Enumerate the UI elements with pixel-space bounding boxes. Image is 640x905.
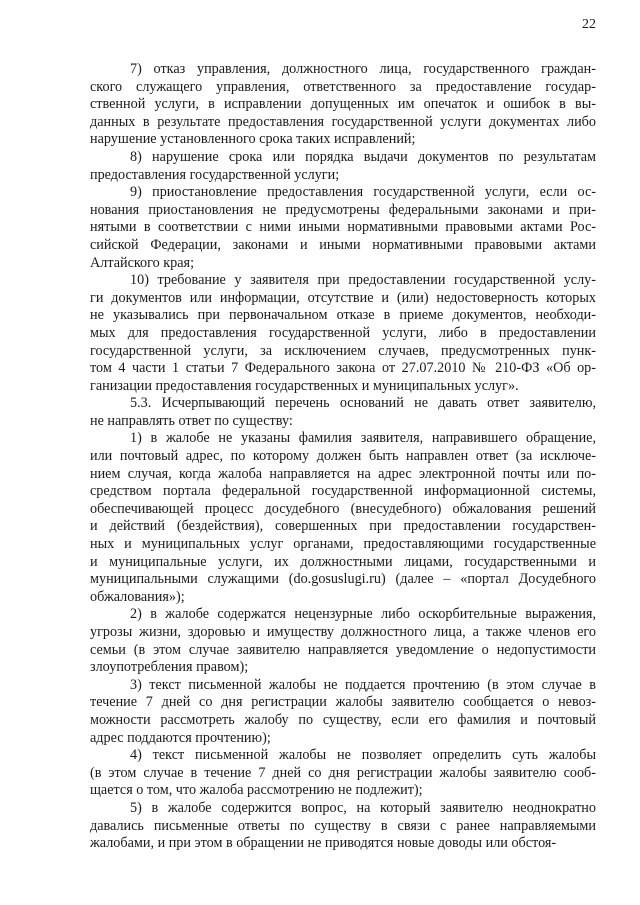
paragraph-ground-3 [90,677,596,747]
text-line: том 4 части 1 статьи 7 Федерального закона от 27.07.2010 № 210-ФЗ «Об ор- [90,360,596,377]
text-line: угрозы жизни, здоровью и имуществу должностного лица, а также членов его [90,624,596,640]
text-line: ственной услуги, в исправлении допущенных им опечаток и ошибок в вы- [90,96,596,113]
page-number: 22 [582,17,596,32]
text-line: муниципальными служащими (do.gosuslugi.ru) (далее – «портал Досудебного [90,571,596,588]
text-line: 3) текст письменной жалобы не поддается прочтению (в этом случае в [130,676,596,693]
text-line: и действий (бездействия), совершенных при предоставлении государствен- [90,518,596,535]
text-line: обжалования»); [90,588,185,605]
text-line: 7) отказ управления, должностного лица, государственного граждан- [130,61,596,77]
text-line: не указывались при первоначальном отказе в приеме документов, необходи- [90,307,596,324]
text-line: нятыми в соответствии с ними иными нормативными правовыми актами Рос- [90,219,596,236]
paragraph-section-5-3 [90,395,596,430]
text-line: ных и муниципальных услуг органами, предоставляющими государственные [90,536,596,553]
text-line: 4) текст письменной жалобы не позволяет определить суть жалобы [130,747,596,764]
document-body [90,61,596,853]
text-line: 5) в жалобе содержится вопрос, на который заявителю неоднократно [130,799,596,816]
text-line: ганизации предоставления государственных и муниципальных услуг». [90,377,519,394]
text-line: 1) в жалобе не указаны фамилия заявителя, направившего обращение, [130,430,596,447]
text-line: давались письменные ответы по существу в связи с ранее направляемыми [90,817,596,834]
paragraph-item-10 [90,272,596,395]
text-line: 5.3. Исчерпывающий перечень оснований не давать ответ заявителю, [130,395,596,412]
paragraph-ground-5 [90,800,596,853]
paragraph-ground-4 [90,747,596,800]
text-line: нарушение установленного срока таких исправлений; [90,131,416,148]
text-line: нием случая, когда жалоба направляется на адрес электронной почты или по- [90,465,596,482]
paragraph-ground-1 [90,430,596,606]
text-line: мых для предоставления государственной услуги, либо в предоставлении [90,324,596,341]
text-line: или почтовый адрес, по которому должен быть направлен ответ (за исключе- [90,448,596,465]
text-line: ского служащего управления, ответственного за предоставление государ- [90,78,596,95]
text-line: Алтайского края; [90,254,195,271]
text-line: сийской Федерации, законами и иными нормативными правовыми актами [90,236,596,253]
text-line: ги документов или информации, отсутствие и (или) недостоверность которых [90,289,596,306]
text-line: средством портала федеральной государственной информационной системы, [90,483,596,500]
text-line: 10) требование у заявителя при предоставлении государственной услу- [130,272,596,289]
text-line: и муниципальные услуги, их должностными лицами, государственными и [90,553,596,570]
text-line: семьи (в этом случае заявителю направляется уведомление о недопустимости [90,641,596,658]
text-line: 9) приостановление предоставления государственной услуги, если ос- [130,184,596,201]
text-line: государственной услуги, за исключением случаев, предусмотренных пунк- [90,342,596,359]
text-line: предоставления государственной услуги; [90,166,340,183]
text-line: нования приостановления не предусмотрены федеральными законами и при- [90,201,596,218]
text-line: (в этом случае в течение 7 дней со дня регистрации жалобы заявителю сооб- [90,764,596,781]
text-line: данных в результате предоставления государственной услуги документах либо [90,113,596,130]
paragraph-item-7 [90,61,596,149]
paragraph-ground-2 [90,606,596,676]
paragraph-item-8 [90,149,596,184]
text-line: жалобами, и при этом в обращении не приводятся новые доводы или обстоя- [90,835,557,852]
text-line: можности рассмотреть жалобу по существу, если его фамилия и почтовый [90,711,596,728]
text-line: адрес поддаются прочтению); [90,729,271,746]
paragraph-item-9 [90,184,596,272]
text-line: злоупотребления правом); [90,659,249,676]
text-line: обеспечивающей процесс досудебного (внесудебного) обжалования решений [90,500,596,517]
text-line: не направлять ответ по существу: [90,412,293,429]
text-line: течение 7 дней со дня регистрации жалобы заявителю сообщается о невоз- [90,694,596,711]
text-line: 8) нарушение срока или порядка выдачи документов по результатам [130,148,596,165]
text-line: 2) в жалобе содержатся нецензурные либо оскорбительные выражения, [130,606,596,623]
text-line: щается о том, что жалоба рассмотрению не подлежит); [90,782,423,799]
